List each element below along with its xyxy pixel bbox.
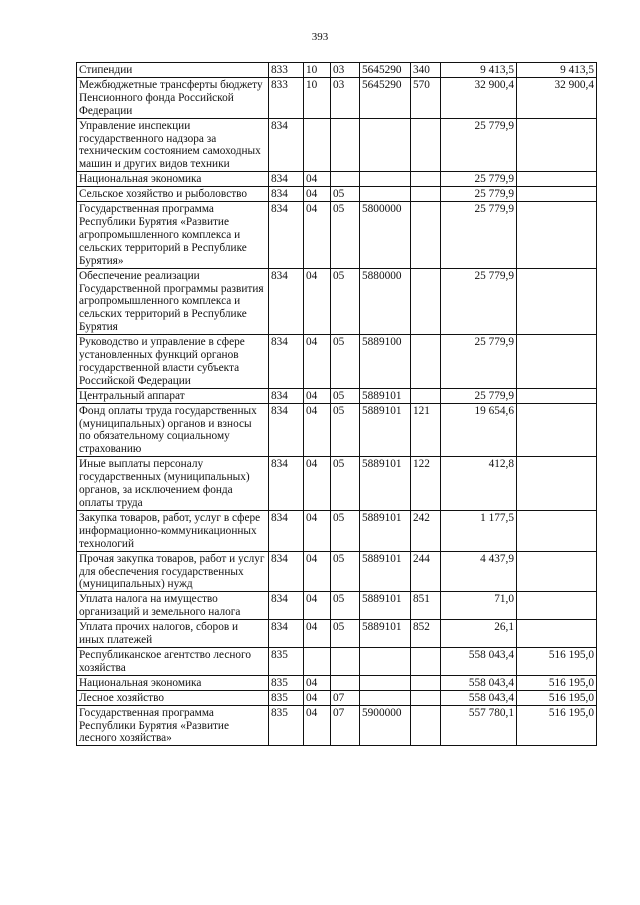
expense-type-code: 122	[411, 457, 441, 511]
subsection-code: 05	[331, 187, 360, 202]
subsection-code: 03	[331, 77, 360, 118]
table-row	[77, 510, 597, 551]
ministry-code: 834	[269, 551, 304, 592]
section-code	[304, 647, 331, 675]
article-code	[360, 690, 411, 705]
budget-table	[76, 62, 597, 746]
article-code: 5645290	[360, 63, 411, 78]
amount-year-1: 558 043,4	[441, 690, 517, 705]
amount-year-2	[517, 457, 597, 511]
table-row	[77, 647, 597, 675]
article-code: 5889101	[360, 457, 411, 511]
article-code	[360, 675, 411, 690]
amount-year-2	[517, 335, 597, 389]
amount-year-2	[517, 510, 597, 551]
expense-type-code	[411, 705, 441, 746]
article-code: 5889101	[360, 551, 411, 592]
ministry-code: 834	[269, 172, 304, 187]
subsection-code: 05	[331, 202, 360, 269]
expense-type-code	[411, 187, 441, 202]
section-code: 04	[304, 510, 331, 551]
article-code	[360, 647, 411, 675]
amount-year-1: 71,0	[441, 592, 517, 620]
row-name: Уплата прочих налогов, сборов и иных платежей	[77, 620, 269, 648]
article-code: 5889100	[360, 335, 411, 389]
amount-year-1: 9 413,5	[441, 63, 517, 78]
table-row	[77, 202, 597, 269]
table-row	[77, 675, 597, 690]
expense-type-code: 852	[411, 620, 441, 648]
expense-type-code	[411, 118, 441, 172]
row-name: Иные выплаты персоналу государственных (муниципальных) органов, за исключением фонда оплаты труда	[77, 457, 269, 511]
amount-year-2	[517, 172, 597, 187]
section-code: 04	[304, 690, 331, 705]
expense-type-code: 121	[411, 403, 441, 457]
subsection-code: 03	[331, 63, 360, 78]
article-code	[360, 187, 411, 202]
row-name: Стипендии	[77, 63, 269, 78]
section-code	[304, 118, 331, 172]
subsection-code: 05	[331, 510, 360, 551]
amount-year-2	[517, 592, 597, 620]
table-row	[77, 690, 597, 705]
table-row	[77, 187, 597, 202]
amount-year-1: 25 779,9	[441, 187, 517, 202]
article-code: 5889101	[360, 620, 411, 648]
section-code: 10	[304, 63, 331, 78]
row-name: Государственная программа Республики Бурятия «Развитие агропромышленного комплекса и сельских территорий в Республике Бурятия»	[77, 202, 269, 269]
row-name: Руководство и управление в сфере установленных функций органов государственной власти субъекта Российской Федерации	[77, 335, 269, 389]
subsection-code	[331, 675, 360, 690]
table-row	[77, 172, 597, 187]
amount-year-1: 25 779,9	[441, 118, 517, 172]
article-code: 5889101	[360, 510, 411, 551]
article-code	[360, 118, 411, 172]
ministry-code: 834	[269, 403, 304, 457]
expense-type-code: 570	[411, 77, 441, 118]
ministry-code: 835	[269, 690, 304, 705]
amount-year-1: 26,1	[441, 620, 517, 648]
ministry-code: 833	[269, 63, 304, 78]
section-code: 04	[304, 551, 331, 592]
article-code: 5900000	[360, 705, 411, 746]
expense-type-code	[411, 675, 441, 690]
ministry-code: 834	[269, 202, 304, 269]
amount-year-2: 516 195,0	[517, 705, 597, 746]
amount-year-1: 25 779,9	[441, 268, 517, 335]
row-name: Лесное хозяйство	[77, 690, 269, 705]
amount-year-2	[517, 118, 597, 172]
table-row	[77, 403, 597, 457]
amount-year-1: 558 043,4	[441, 647, 517, 675]
table-row	[77, 388, 597, 403]
section-code: 04	[304, 172, 331, 187]
amount-year-2	[517, 187, 597, 202]
article-code: 5889101	[360, 403, 411, 457]
amount-year-2	[517, 620, 597, 648]
subsection-code: 05	[331, 551, 360, 592]
amount-year-1: 19 654,6	[441, 403, 517, 457]
subsection-code	[331, 172, 360, 187]
subsection-code	[331, 647, 360, 675]
article-code: 5889101	[360, 592, 411, 620]
row-name: Фонд оплаты труда государственных (муниципальных) органов и взносы по обязательному социальному страхованию	[77, 403, 269, 457]
row-name: Центральный аппарат	[77, 388, 269, 403]
ministry-code: 834	[269, 268, 304, 335]
amount-year-2	[517, 202, 597, 269]
table-row	[77, 335, 597, 389]
section-code: 04	[304, 457, 331, 511]
subsection-code: 07	[331, 690, 360, 705]
table-row	[77, 551, 597, 592]
section-code: 10	[304, 77, 331, 118]
table-row	[77, 457, 597, 511]
expense-type-code: 340	[411, 63, 441, 78]
row-name: Республиканское агентство лесного хозяйства	[77, 647, 269, 675]
subsection-code: 07	[331, 705, 360, 746]
table-row	[77, 118, 597, 172]
amount-year-1: 25 779,9	[441, 172, 517, 187]
amount-year-1: 25 779,9	[441, 202, 517, 269]
section-code: 04	[304, 592, 331, 620]
expense-type-code: 851	[411, 592, 441, 620]
row-name: Прочая закупка товаров, работ и услуг для обеспечения государственных (муниципальных) нужд	[77, 551, 269, 592]
table-row	[77, 592, 597, 620]
amount-year-2	[517, 551, 597, 592]
expense-type-code	[411, 268, 441, 335]
row-name: Обеспечение реализации Государственной программы развития агропромышленного комплекса и сельских территорий в Республике Бурятия	[77, 268, 269, 335]
section-code: 04	[304, 620, 331, 648]
article-code	[360, 172, 411, 187]
amount-year-2	[517, 388, 597, 403]
amount-year-2	[517, 268, 597, 335]
expense-type-code	[411, 647, 441, 675]
expense-type-code: 244	[411, 551, 441, 592]
section-code: 04	[304, 268, 331, 335]
article-code: 5880000	[360, 268, 411, 335]
row-name: Сельское хозяйство и рыболовство	[77, 187, 269, 202]
ministry-code: 835	[269, 647, 304, 675]
subsection-code: 05	[331, 457, 360, 511]
amount-year-1: 25 779,9	[441, 388, 517, 403]
table-row	[77, 620, 597, 648]
ministry-code: 834	[269, 457, 304, 511]
expense-type-code: 242	[411, 510, 441, 551]
expense-type-code	[411, 172, 441, 187]
table-body	[77, 63, 597, 746]
section-code: 04	[304, 675, 331, 690]
amount-year-1: 558 043,4	[441, 675, 517, 690]
amount-year-1: 32 900,4	[441, 77, 517, 118]
ministry-code: 834	[269, 592, 304, 620]
amount-year-1: 4 437,9	[441, 551, 517, 592]
subsection-code: 05	[331, 268, 360, 335]
ministry-code: 834	[269, 335, 304, 389]
section-code: 04	[304, 403, 331, 457]
ministry-code: 834	[269, 620, 304, 648]
subsection-code: 05	[331, 388, 360, 403]
row-name: Уплата налога на имущество организаций и земельного налога	[77, 592, 269, 620]
article-code: 5645290	[360, 77, 411, 118]
ministry-code: 834	[269, 510, 304, 551]
expense-type-code	[411, 202, 441, 269]
table-row	[77, 63, 597, 78]
ministry-code: 834	[269, 388, 304, 403]
table-row	[77, 705, 597, 746]
section-code: 04	[304, 705, 331, 746]
article-code: 5800000	[360, 202, 411, 269]
article-code: 5889101	[360, 388, 411, 403]
amount-year-1: 1 177,5	[441, 510, 517, 551]
amount-year-1: 25 779,9	[441, 335, 517, 389]
subsection-code: 05	[331, 620, 360, 648]
amount-year-1: 557 780,1	[441, 705, 517, 746]
ministry-code: 833	[269, 77, 304, 118]
subsection-code: 05	[331, 335, 360, 389]
amount-year-2	[517, 403, 597, 457]
page-number: 393	[311, 31, 329, 43]
section-code: 04	[304, 335, 331, 389]
expense-type-code	[411, 388, 441, 403]
subsection-code: 05	[331, 592, 360, 620]
section-code: 04	[304, 202, 331, 269]
ministry-code: 834	[269, 187, 304, 202]
row-name: Межбюджетные трансферты бюджету Пенсионного фонда Российской Федерации	[77, 77, 269, 118]
section-code: 04	[304, 187, 331, 202]
amount-year-2: 9 413,5	[517, 63, 597, 78]
subsection-code	[331, 118, 360, 172]
row-name: Национальная экономика	[77, 172, 269, 187]
expense-type-code	[411, 335, 441, 389]
subsection-code: 05	[331, 403, 360, 457]
table-row	[77, 268, 597, 335]
ministry-code: 834	[269, 118, 304, 172]
row-name: Государственная программа Республики Бурятия «Развитие лесного хозяйства»	[77, 705, 269, 746]
amount-year-2: 516 195,0	[517, 690, 597, 705]
amount-year-2: 516 195,0	[517, 675, 597, 690]
row-name: Управление инспекции государственного надзора за техническим состоянием самоходных машин и других видов техники	[77, 118, 269, 172]
amount-year-1: 412,8	[441, 457, 517, 511]
amount-year-2: 32 900,4	[517, 77, 597, 118]
ministry-code: 835	[269, 675, 304, 690]
ministry-code: 835	[269, 705, 304, 746]
row-name: Национальная экономика	[77, 675, 269, 690]
amount-year-2: 516 195,0	[517, 647, 597, 675]
expense-type-code	[411, 690, 441, 705]
section-code: 04	[304, 388, 331, 403]
table-row	[77, 77, 597, 118]
row-name: Закупка товаров, работ, услуг в сфере информационно-коммуникационных технологий	[77, 510, 269, 551]
